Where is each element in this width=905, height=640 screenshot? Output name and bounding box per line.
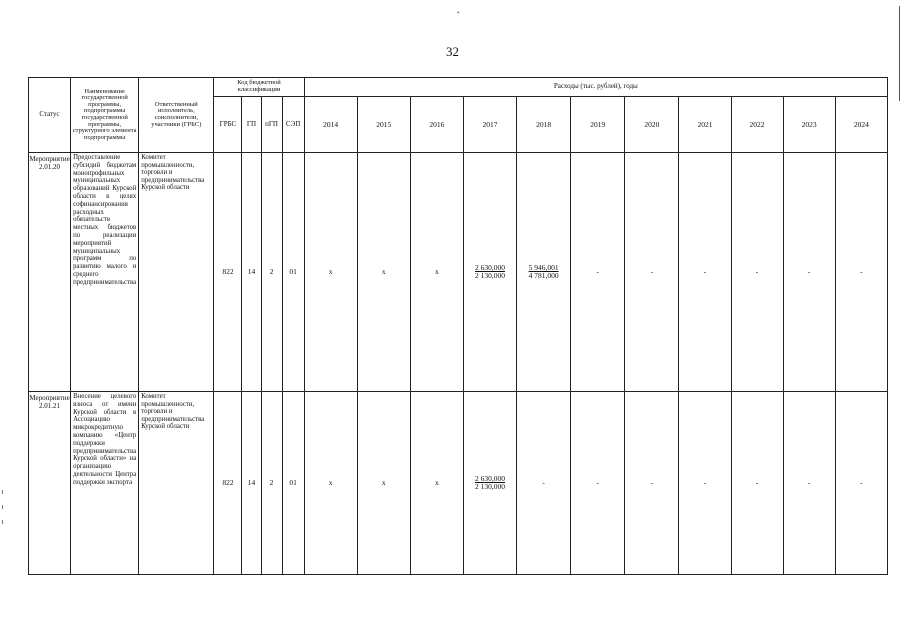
header-name: Наименование государственной программы, подпрограммы государственной программы, структурного элемента подпрограммы	[71, 78, 139, 153]
header-year: 2021	[679, 97, 731, 153]
row-value-2015: х	[357, 392, 410, 575]
header-year: 2014	[304, 97, 357, 153]
header-year: 2023	[783, 97, 835, 153]
scan-edge-mark	[2, 505, 3, 509]
row-value-2016: х	[410, 392, 463, 575]
header-code-pgp: пГП	[261, 97, 282, 153]
row-value-2024: -	[835, 153, 887, 392]
header-responsible: Ответственный исполнитель, соисполнители, участники (ГРБС)	[139, 78, 214, 153]
header-year: 2024	[835, 97, 887, 153]
scan-edge-mark	[2, 520, 3, 524]
row-code-gp: 14	[242, 392, 261, 575]
header-year: 2018	[517, 97, 571, 153]
header-year: 2022	[731, 97, 783, 153]
header-year: 2020	[625, 97, 679, 153]
row-value-2022: -	[731, 153, 783, 392]
row-value-2024: -	[835, 392, 887, 575]
header-year: 2015	[357, 97, 410, 153]
row-value-2021: -	[679, 153, 731, 392]
header-budget-code: Код бюджетной классификации	[214, 78, 304, 97]
row-code-grbs: 822	[214, 392, 242, 575]
row-value-2017: 2 630,000 2 130,000	[463, 153, 516, 392]
header-expenses: Расходы (тыс. рублей), годы	[304, 78, 887, 97]
header-year: 2019	[571, 97, 625, 153]
row-value-2014: х	[304, 153, 357, 392]
header-code-grbs: ГРБС	[214, 97, 242, 153]
row-value-2018: 5 946,001 4 781,000	[517, 153, 571, 392]
row-status: Мероприятие 2.01.20	[29, 153, 71, 392]
row-value-2018: -	[517, 392, 571, 575]
row-code-pgp: 2	[261, 392, 282, 575]
table-row	[29, 392, 888, 575]
row-value-2022: -	[731, 392, 783, 575]
row-responsible: Комитет промышленности, торговли и предпринимательства Курской области	[139, 153, 214, 392]
row-value-2021: -	[679, 392, 731, 575]
row-code-sep: 01	[282, 392, 304, 575]
row-value-2017: 2 630,000 2 130,000	[463, 392, 516, 575]
row-status: Мероприятие 2.01.21	[29, 392, 71, 575]
header-year: 2016	[410, 97, 463, 153]
budget-table	[28, 77, 888, 575]
row-name: Внесение целевого взноса от имени Курской области в Ассоциацию микрокредитную компанию «Центр поддержки предпринимательства Курской области» на организацию деятельности Центра поддержки экспорта	[71, 392, 139, 575]
row-responsible: Комитет промышленности, торговли и предпринимательства Курской области	[139, 392, 214, 575]
row-value-2020: -	[625, 153, 679, 392]
header-year: 2017	[463, 97, 516, 153]
row-code-grbs: 822	[214, 153, 242, 392]
row-value-2023: -	[783, 392, 835, 575]
scan-speck: •	[457, 9, 460, 17]
row-value-2020: -	[625, 392, 679, 575]
header-code-sep: СЭП	[282, 97, 304, 153]
row-value-2014: х	[304, 392, 357, 575]
row-name: Предоставление субсидий бюджетам монопрофильных муниципальных образований Курской области в целях софинансирования расходных обязательств местных бюджетов по реализации мероприятий муниципальных программ по развитию малого и среднего предпринимательства	[71, 153, 139, 392]
table-row	[29, 153, 888, 392]
scan-edge-mark	[2, 490, 3, 494]
page-number: 32	[446, 44, 459, 59]
row-code-pgp: 2	[261, 153, 282, 392]
row-value-2015: х	[357, 153, 410, 392]
row-code-sep: 01	[282, 153, 304, 392]
row-value-2023: -	[783, 153, 835, 392]
row-code-gp: 14	[242, 153, 261, 392]
header-code-gp: ГП	[242, 97, 261, 153]
row-value-2019: -	[571, 392, 625, 575]
row-value-2019: -	[571, 153, 625, 392]
header-status: Статус	[29, 78, 71, 153]
row-value-2016: х	[410, 153, 463, 392]
